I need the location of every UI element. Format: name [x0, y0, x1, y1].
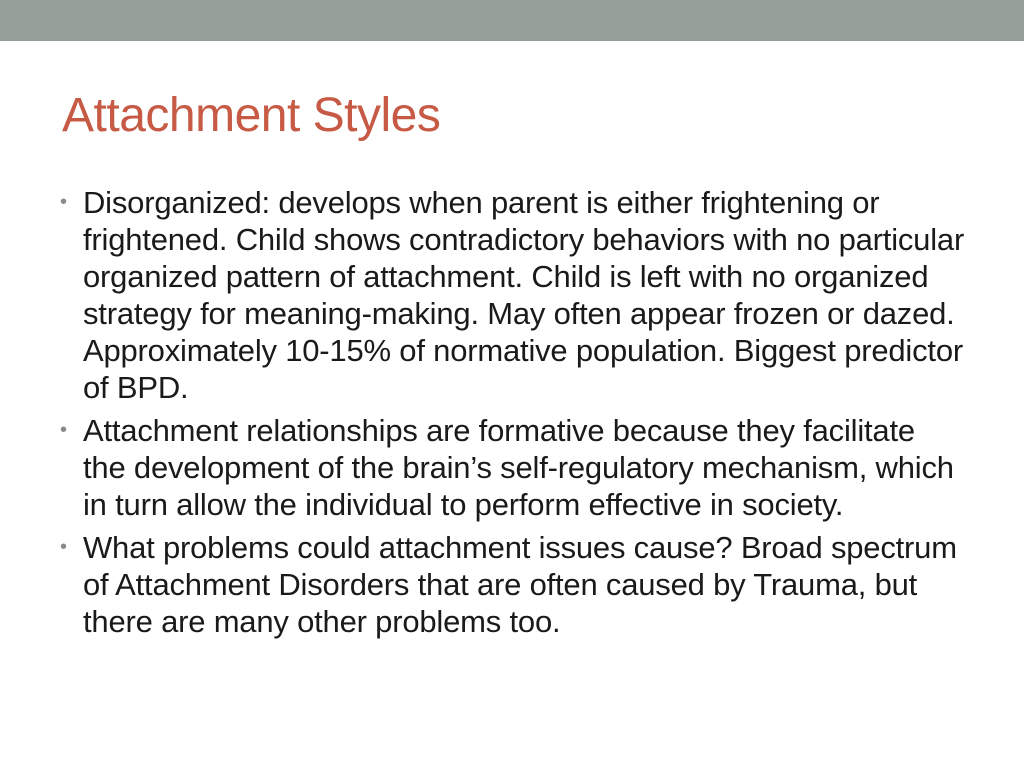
bullet-text: What problems could attachment issues cause? Broad spectrum of Attachment Disorders that are often caused by Trauma, but there are many other problems too. — [83, 530, 957, 639]
bullet-dot-icon: • — [60, 419, 67, 441]
bullet-item-relationships — [60, 412, 965, 523]
bullet-item-disorganized — [60, 184, 965, 406]
top-decorative-band — [0, 0, 1024, 41]
bullet-list — [60, 184, 965, 646]
bullet-text: Attachment relationships are formative because they facilitate the development of the brain’s self-regulatory mechanism, which in turn allow the individual to perform effective in society. — [83, 413, 954, 522]
bullet-dot-icon: • — [60, 536, 67, 558]
slide-title: Attachment Styles — [62, 89, 441, 142]
bullet-item-problems — [60, 529, 965, 640]
bullet-dot-icon: • — [60, 191, 67, 213]
bullet-text: Disorganized: develops when parent is either frightening or frightened. Child shows contradictory behaviors with no particular organized pattern of attachment. Child is left with no organized strategy for meaning-making. May often appear frozen or dazed. Approximately 10-15% of normative population. Biggest predictor of BPD. — [83, 185, 965, 405]
